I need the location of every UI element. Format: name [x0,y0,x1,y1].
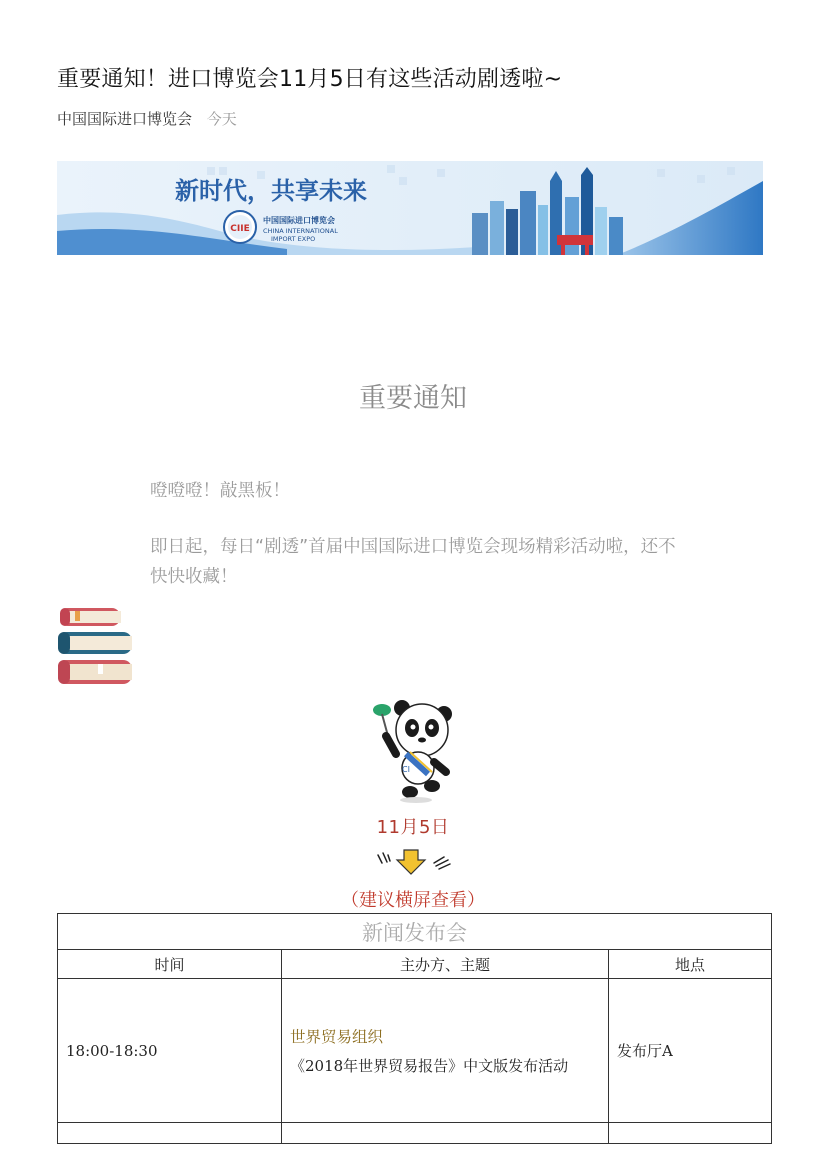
banner-slogan: 新时代，共享未来 [175,177,367,205]
svg-text:CHINA INTERNATIONAL: CHINA INTERNATIONAL [263,227,338,235]
cell-venue: 发布厅A [609,979,772,1123]
cell-organizer-topic [282,979,609,1123]
event-topic: 《2018年世界贸易报告》中文版发布活动 [290,1057,569,1075]
publish-date: 今天 [206,110,237,128]
panda-mascot [366,696,460,808]
table-row [58,979,772,1123]
organizer-name: 世界贸易组织 [290,1028,384,1046]
svg-text:中国国际进口博览会: 中国国际进口博览会 [263,216,335,225]
article-meta [57,108,237,129]
article-title: 重要通知！进口博览会11月5日有这些活动剧透啦~ [57,67,563,92]
column-header-venue: 地点 [609,950,772,979]
svg-text:CI: CI [402,765,410,774]
intro-paragraph: 噔噔噔！敲黑板！ [150,481,290,501]
landscape-hint: （建议横屏查看） [341,890,485,911]
down-arrow-icon [374,847,454,881]
cell-time: 18:00-18:30 [58,979,282,1123]
table-caption: 新闻发布会 [58,914,772,950]
account-name[interactable]: 中国国际进口博览会 [57,110,193,128]
notice-heading: 重要通知 [359,383,467,414]
press-conference-table [57,913,772,1144]
column-header-organizer-topic: 主办方、主题 [282,950,609,979]
event-date-label: 11月5日 [376,817,450,838]
announcement-paragraph: 即日起，每日“剧透”首届中国国际进口博览会现场精彩活动啦，还不快快收藏！ [150,537,676,587]
table-row [58,1123,772,1144]
svg-text:CIIE: CIIE [230,224,250,234]
book-stack-icon [57,604,137,692]
header-banner [57,161,763,255]
column-header-time: 时间 [58,950,282,979]
ciie-logo-icon [224,211,256,243]
svg-text:IMPORT EXPO: IMPORT EXPO [271,235,316,243]
